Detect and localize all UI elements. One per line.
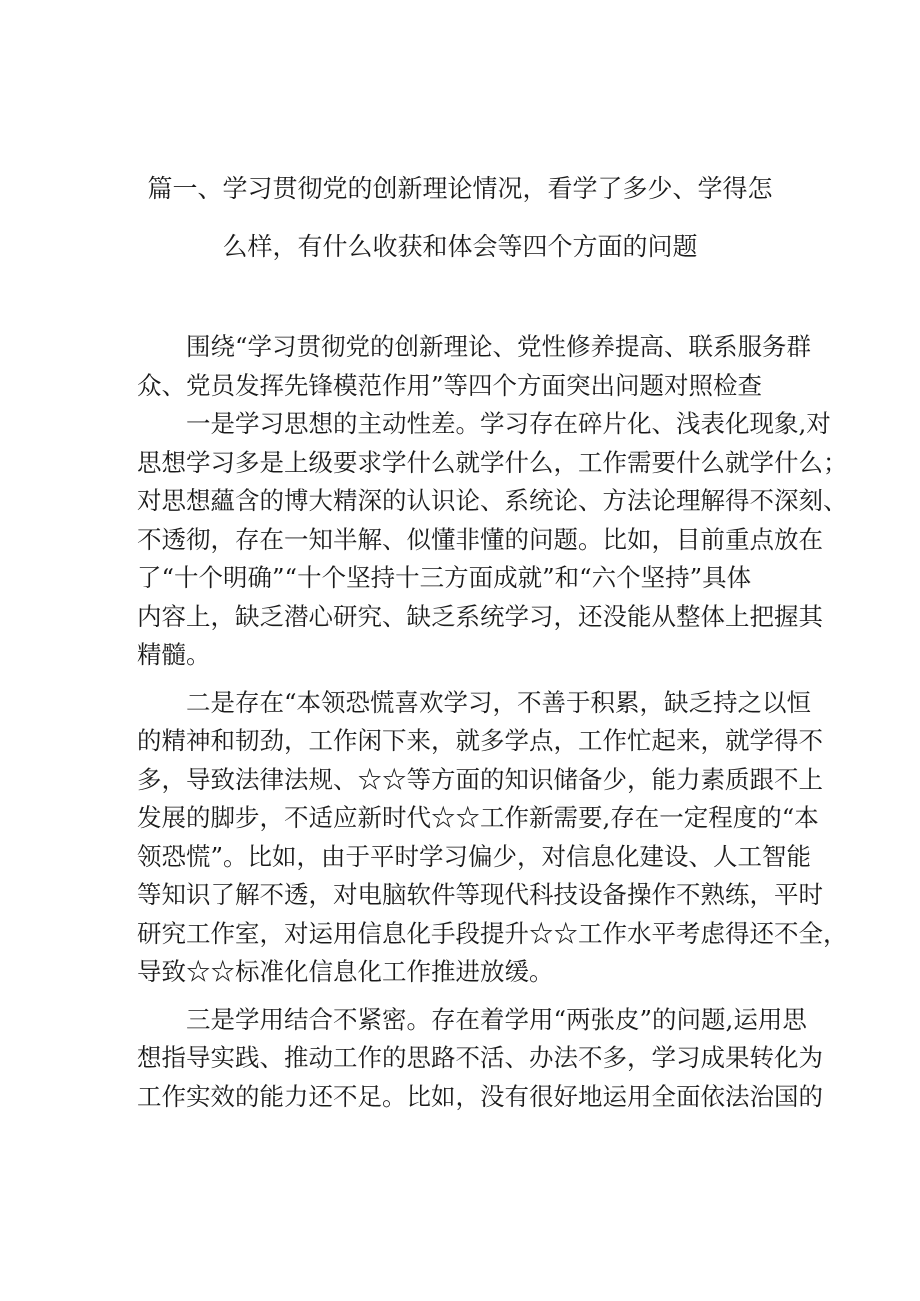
title-line-2: 么样，有什么收获和体会等四个方面的问题	[222, 232, 698, 261]
text-line: 不透彻，存在一知半解、似懂非懂的问题。比如，目前重点放在	[137, 524, 823, 554]
text-line: 内容上，缺乏潜心研究、缺乏系统学习，还没能从整体上把握其	[137, 601, 823, 631]
text-line: 了“十个明确”“十个坚持十三方面成就”和“六个坚持”具体	[137, 563, 752, 592]
document-body	[137, 328, 848, 1125]
text-line: 工作实效的能力还不足。比如，没有很好地运用全面依法治国的	[137, 1081, 823, 1111]
text-line: 多，导致法律法规、☆☆等方面的知识储备少，能力素质跟不上	[137, 764, 823, 794]
text-line: 想指导实践、推动工作的思路不活、办法不多，学习成果转化为	[137, 1043, 823, 1072]
text-line: 导致☆☆标准化信息化工作推进放缓。	[137, 957, 554, 986]
text-line: 对思想蘊含的博大精深的认识论、系统论、方法论理解得不深刻、	[137, 486, 848, 515]
text-line: 的精神和韧劲，工作闲下来，就多学点，工作忙起来，就学得不	[137, 726, 823, 755]
text-line: 领恐慌”。比如，由于平时学习偏少，对信息化建设、人工智能	[137, 841, 812, 871]
text-line: 三是学用结合不紧密。存在着学用“两张皮”的问题,运用思	[186, 1004, 807, 1034]
paragraph-point-3	[137, 1001, 823, 1117]
text-line: 思想学习多是上级要求学什么就学什么，工作需要什么就学什么；	[137, 447, 848, 477]
paragraph-point-1	[137, 405, 848, 675]
text-line: 等知识了解不透，对电脑软件等现代科技设备操作不熟练，平时	[137, 880, 823, 909]
text-line: 发展的脚步，不适应新时代☆☆工作新需要,存在一定程度的“本	[137, 803, 819, 832]
text-line: 众、党员发挥先锋模范作用”等四个方面突出问题对照检查	[137, 370, 763, 400]
paragraph-intro	[137, 328, 812, 405]
text-line: 二是存在“本领恐慌喜欢学习，不善于积累，缺乏持之以恒	[186, 687, 812, 717]
text-line: 一是学习思想的主动性差。学习存在碎片化、浅表化现象,对	[186, 409, 831, 438]
document-title	[110, 160, 810, 276]
text-line: 研究工作室，对运用信息化手段提升☆☆工作水平考虑得还不全，	[137, 918, 848, 948]
text-line: 围绕“学习贯彻党的创新理论、党性修养提高、联系服务群	[186, 332, 812, 361]
text-line: 精髓。	[137, 640, 211, 669]
title-line-1: 篇一、学习贯彻党的创新理论情况，看学了多少、学得怎	[147, 174, 773, 203]
paragraph-point-2	[137, 684, 848, 992]
